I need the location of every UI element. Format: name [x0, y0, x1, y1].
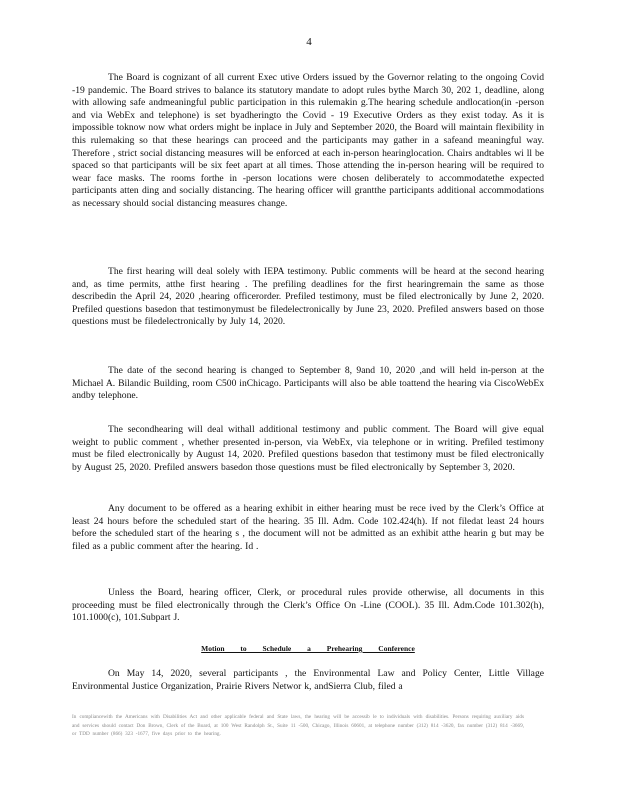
paragraph-electronic-filing: Unless the Board, hearing officer, Clerk, or procedural rules provide otherwise, all documents in this proceeding must be filed electronically through the Clerk’s Office On -Line (COOL). 35 Ill. Adm.Code 101.302(h), 101.1000(c), 101.Subpart J. [72, 587, 544, 624]
paragraph-second-hearing-date: The date of the second hearing is changed to September 8, 9and 10, 2020 ,and will held in-person at the Michael A. Bilandic Building, room C500 inChicago. Participants will also be able toattend the hearing via CiscoWebEx andby telephone. [72, 365, 544, 402]
paragraph-second-hearing-scope: The secondhearing will deal withall additional testimony and public comment. The Board will give equal weight to public comment , whether presented in-person, via WebEx, via telephone or in writing. Prefiled testimony must be filed electronically by August 14, 2020. Prefiled questions basedon that testimony must be filed electronically by August 25, 2020. Prefiled answers basedon those questions must be filed electronically by September 3, 2020. [72, 424, 544, 473]
paragraph-first-hearing: The first hearing will deal solely with IEPA testimony. Public comments will be heard at the second hearing and, as time permits, atthe first hearing . The prefiling deadlines for the first hearingremain the same as those describedin the April 24, 2020 ,hearing officerorder. Prefiled testimony, must be filed electronically by June 2, 2020. Prefiled questions basedon that testimonymust be filedelectronically by June 23, 2020. Prefiled answers based on those questions must be filedelectronically by July 14, 2020. [72, 266, 544, 328]
paragraph-covid-orders: The Board is cognizant of all current Exec utive Orders issued by the Governor relating to the ongoing Covid -19 pandemic. The Board strives to balance its statutory mandate to adopt rules bythe March 30, 202 1, deadline, along with allowing safe andmeaningful public participation in this rulemakin g.The hearing schedule andlocation(in -person and via WebEx and telephone) is set byadheringto the Covid - 19 Executive Orders as they exist today. As it is impossible toknow now what orders might be inplace in July and September 2020, the Board will maintain flexibility in this rulemaking so that these hearings can proceed and the participants may gather in a safeand meaningful way. Therefore , strict social distancing measures will be enforced at each in-person hearinglocation. Chairs andtables wi ll be spaced so that participants will be six feet apart at all times. Those attending the in-person hearing will be required to wear face masks. The rooms forthe in -person locations were chosen deliberately to accommodatethe expected participants atten ding and socially distancing. The hearing officer will grantthe participants additional accommodations as necessary should social distancing measures change. [72, 72, 544, 209]
paragraph-motion: On May 14, 2020, several participants , the Environmental Law and Policy Center, Little Village Environmental Justice Organization, Prairie Rivers Networ k, andSierra Club, filed a [72, 668, 544, 692]
paragraph-hearing-exhibits: Any document to be offered as a hearing exhibit in either hearing must be rece ived by the Clerk’s Office at least 24 hours before the scheduled start of the hearing. 35 Ill. Adm. Code 102.424(h). If not filedat least 24 hours before the scheduled start of the hearing s , the document will not be admitted as an exhibit atthe hearin g but may be filed as a public comment after the hearing. Id . [72, 503, 544, 552]
page-number: 4 [306, 36, 312, 48]
section-heading: Motion to Schedule a Prehearing Conference [201, 644, 415, 653]
accessibility-footnote: In compliancewith the Americans with Disabilities Act and other applicable federal and State laws, the hearing will be accessib le to individuals with disabilities. Persons requiring auxiliary aids and services should contact Don Brown, Clerk of the Board, at 100 West Randolph St., Suite 11 -500, Chicago, Illinois 60601, at telephone number (312) 814 -3620, fax number (312) 814 -3669, or TDD number (866) 323 -1677, five days prior to the hearing. [72, 714, 524, 738]
